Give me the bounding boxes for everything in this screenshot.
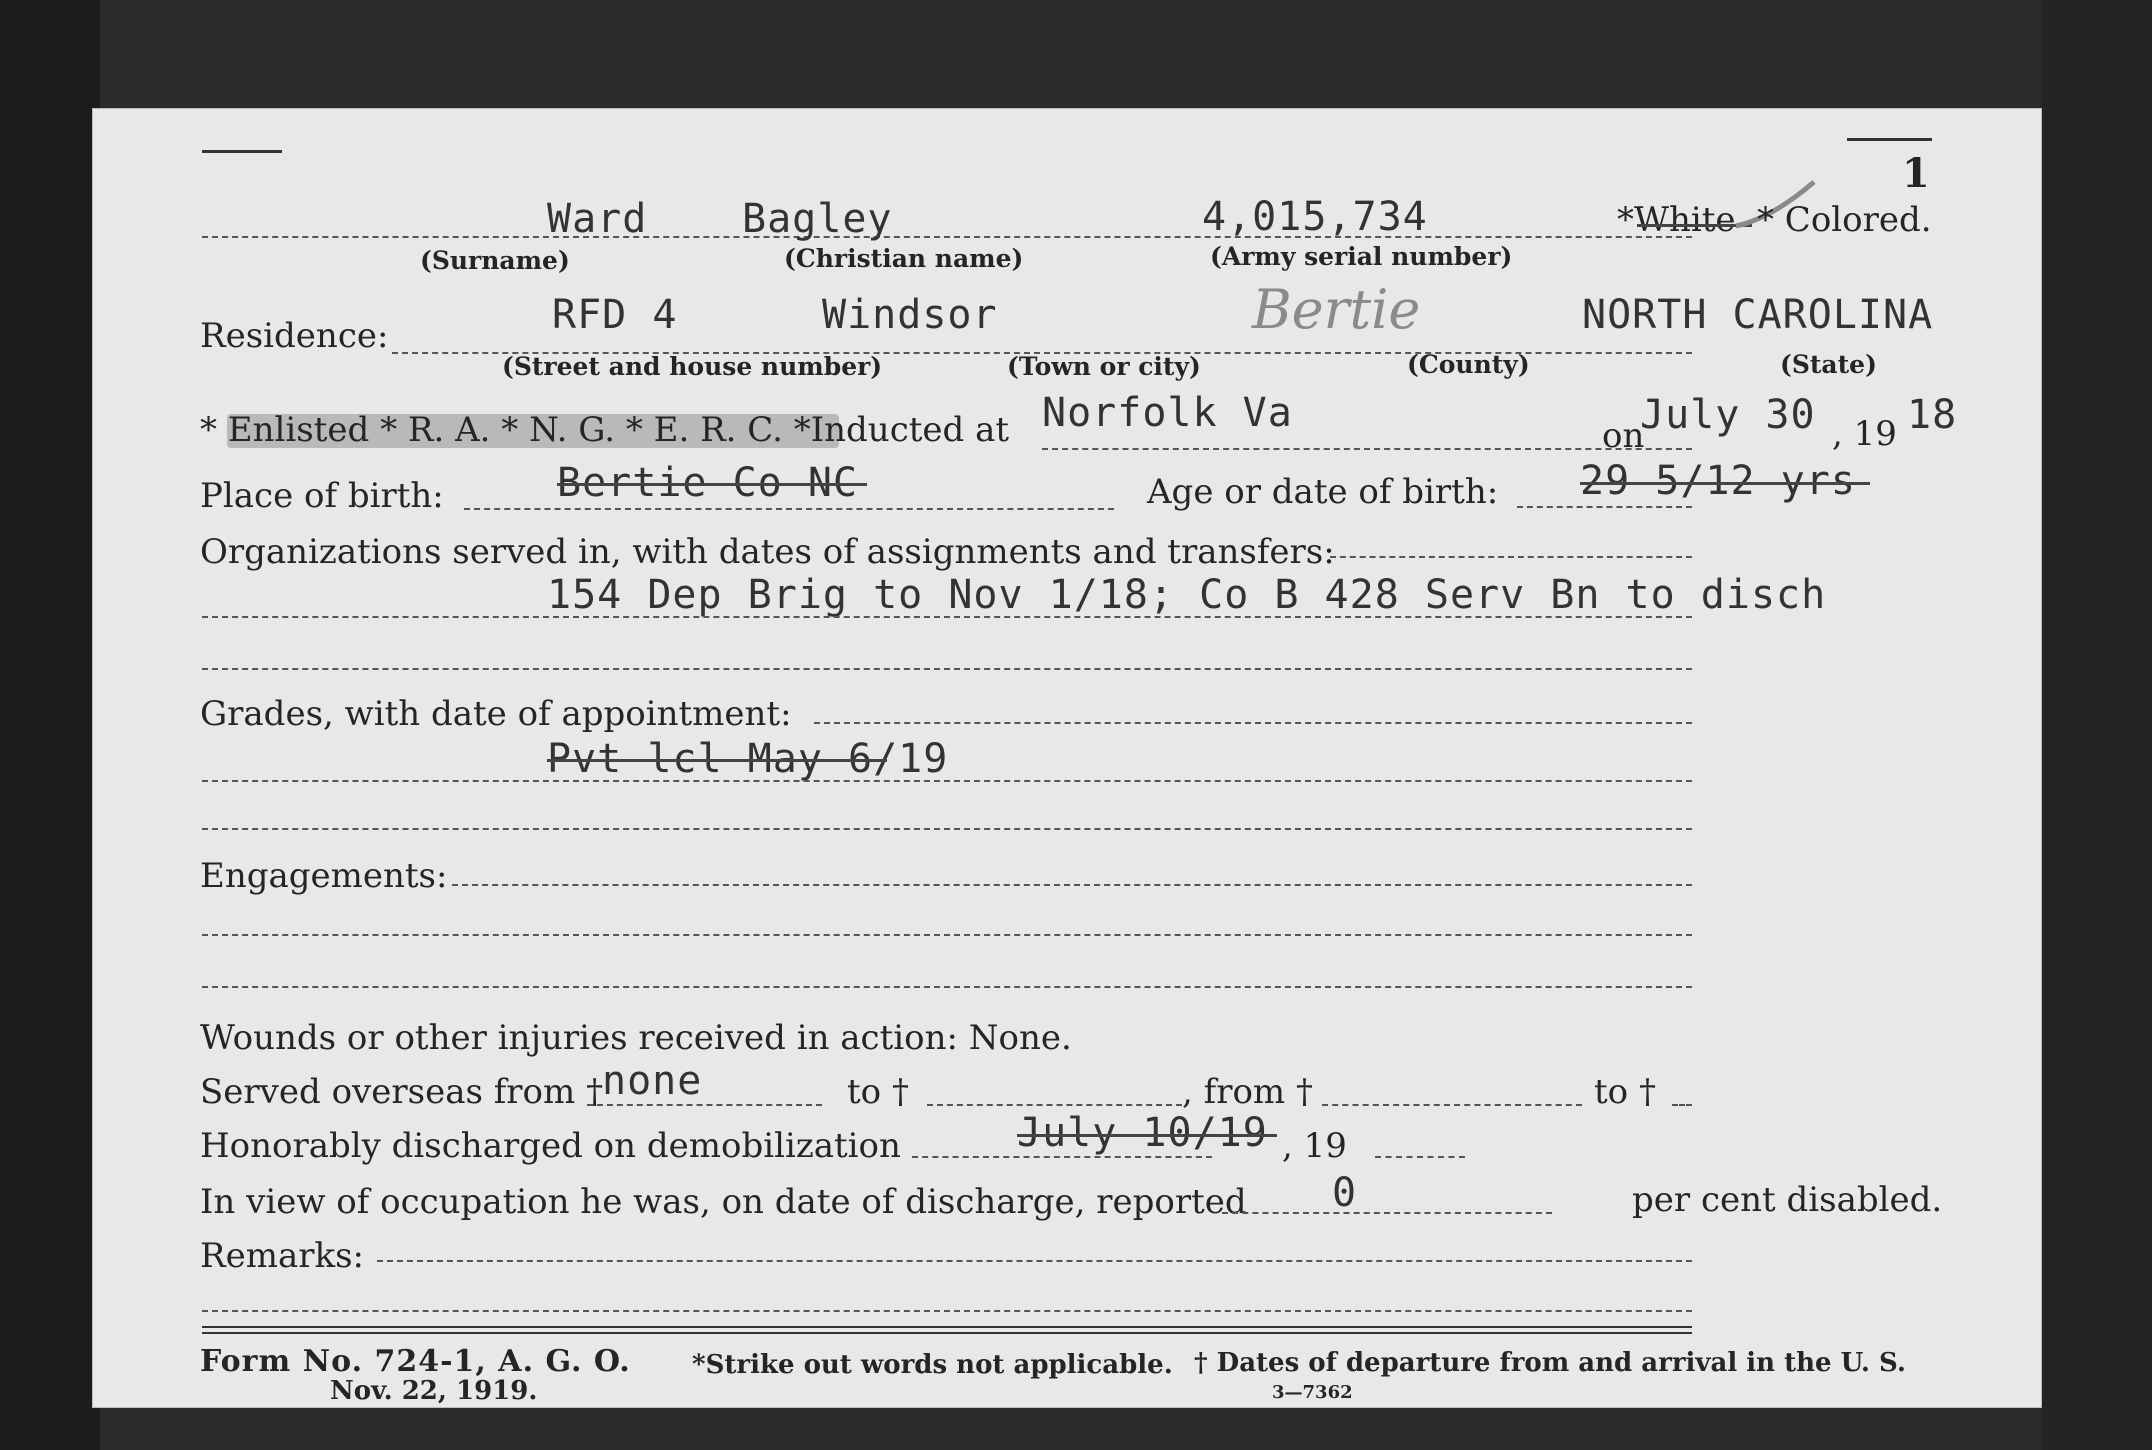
top-right-rule xyxy=(1847,138,1932,141)
overseas-from-label: , from † xyxy=(1182,1072,1313,1112)
grades-line-3 xyxy=(202,828,1692,830)
remarks-line-1 xyxy=(377,1260,1692,1262)
caption-street: (Street and house number) xyxy=(502,352,883,381)
remarks-line-2 xyxy=(202,1310,1692,1312)
street-value: RFD 4 xyxy=(552,292,678,338)
dates-note: † Dates of departure from and arrival in the U. S. xyxy=(1194,1348,1906,1378)
town-value: Windsor xyxy=(822,292,998,338)
caption-christian-name: (Christian name) xyxy=(784,244,1024,273)
engagements-line-2 xyxy=(202,934,1692,936)
overseas-line-2 xyxy=(927,1104,1182,1106)
footer-rule-2 xyxy=(202,1332,1692,1334)
christian-name-value: Bagley xyxy=(742,196,893,242)
inducted-line xyxy=(1042,448,1692,450)
organizations-line-3 xyxy=(202,668,1692,670)
birth-place-value: Bertie Co NC xyxy=(557,460,858,506)
disability-label: In view of occupation he was, on date of discharge, reported xyxy=(200,1182,1247,1222)
grades-line-1 xyxy=(814,722,1692,724)
birth-place-line xyxy=(464,508,1114,510)
grades-line-2 xyxy=(202,780,1692,782)
age-strike xyxy=(1580,482,1870,485)
discharge-date-value: July 10/19 xyxy=(1017,1110,1268,1156)
discharge-line xyxy=(912,1156,1212,1158)
overseas-value: none xyxy=(602,1058,703,1104)
overseas-to-label-2: to † xyxy=(1594,1072,1656,1112)
caption-serial: (Army serial number) xyxy=(1210,242,1513,271)
inducted-at-value: Norfolk Va xyxy=(1042,390,1293,436)
age-label: Age or date of birth: xyxy=(1147,472,1499,512)
overseas-line-3 xyxy=(1322,1104,1582,1106)
grades-strike xyxy=(547,759,887,762)
age-line xyxy=(1517,506,1692,508)
birth-place-label: Place of birth: xyxy=(200,476,444,516)
discharge-strike xyxy=(1017,1134,1277,1137)
card-number: 1 xyxy=(1902,150,1930,197)
inducted-date-value: July 30 xyxy=(1640,392,1816,438)
wounds-label: Wounds or other injuries received in action: None. xyxy=(200,1018,1072,1058)
footer-rule-1 xyxy=(202,1326,1692,1328)
service-record-card xyxy=(92,108,2042,1408)
top-left-rule xyxy=(202,150,282,153)
organizations-label: Organizations served in, with dates of assignments and transfers: xyxy=(200,532,1335,572)
caption-county: (County) xyxy=(1407,350,1530,379)
discharge-label: Honorably discharged on demobilization xyxy=(200,1126,901,1166)
organizations-line-1 xyxy=(1330,556,1692,558)
disability-value: 0 xyxy=(1332,1170,1358,1216)
caption-surname: (Surname) xyxy=(420,246,570,275)
name-line xyxy=(202,236,1692,238)
caption-town: (Town or city) xyxy=(1007,352,1201,381)
caption-state: (State) xyxy=(1780,350,1877,379)
engagements-label: Engagements: xyxy=(200,856,448,896)
year-suffix-value: 18 xyxy=(1907,392,1958,438)
age-value: 29 5/12 yrs xyxy=(1580,458,1856,504)
organizations-value: 154 Dep Brig to Nov 1/18; Co B 428 Serv Bn to disch xyxy=(547,572,1827,618)
engagements-line-3 xyxy=(202,986,1692,988)
engagements-line-1 xyxy=(452,884,1692,886)
remarks-label: Remarks: xyxy=(200,1236,364,1276)
disability-line xyxy=(1222,1212,1552,1214)
organizations-line-2 xyxy=(202,616,1692,618)
print-code: 3—7362 xyxy=(1272,1382,1353,1403)
overseas-line-4 xyxy=(1672,1104,1692,1106)
county-value: Bertie xyxy=(1252,278,1421,341)
background-right xyxy=(2042,0,2152,1450)
discharge-year-line xyxy=(1375,1156,1465,1158)
race-colored-label: * Colored. xyxy=(1757,200,1932,240)
overseas-label: Served overseas from † xyxy=(200,1072,604,1112)
grades-label: Grades, with date of appointment: xyxy=(200,694,792,734)
on-label: on xyxy=(1602,416,1645,456)
race-white-label: *White xyxy=(1617,200,1736,240)
strike-out-note: *Strike out words not applicable. xyxy=(692,1350,1173,1380)
background-left xyxy=(0,0,100,1450)
birth-place-strike xyxy=(557,483,867,486)
year-prefix-label: , 19 xyxy=(1832,414,1897,454)
residence-label: Residence: xyxy=(200,316,389,356)
overseas-to-label: to † xyxy=(847,1072,909,1112)
grades-value: Pvt lcl May 6/19 xyxy=(547,736,949,782)
form-date: Nov. 22, 1919. xyxy=(330,1376,538,1406)
overseas-line-1 xyxy=(587,1104,822,1106)
serial-number-value: 4,015,734 xyxy=(1202,194,1428,240)
form-number: Form No. 724-1, A. G. O. xyxy=(200,1344,631,1379)
enlisted-line-label: * Enlisted * R. A. * N. G. * E. R. C. *Inducted at xyxy=(200,410,1010,450)
surname-value: Ward xyxy=(547,196,648,242)
disability-suffix: per cent disabled. xyxy=(1632,1180,1943,1220)
state-value: NORTH CAROLINA xyxy=(1582,292,1934,338)
discharge-year-label: , 19 xyxy=(1282,1126,1347,1166)
